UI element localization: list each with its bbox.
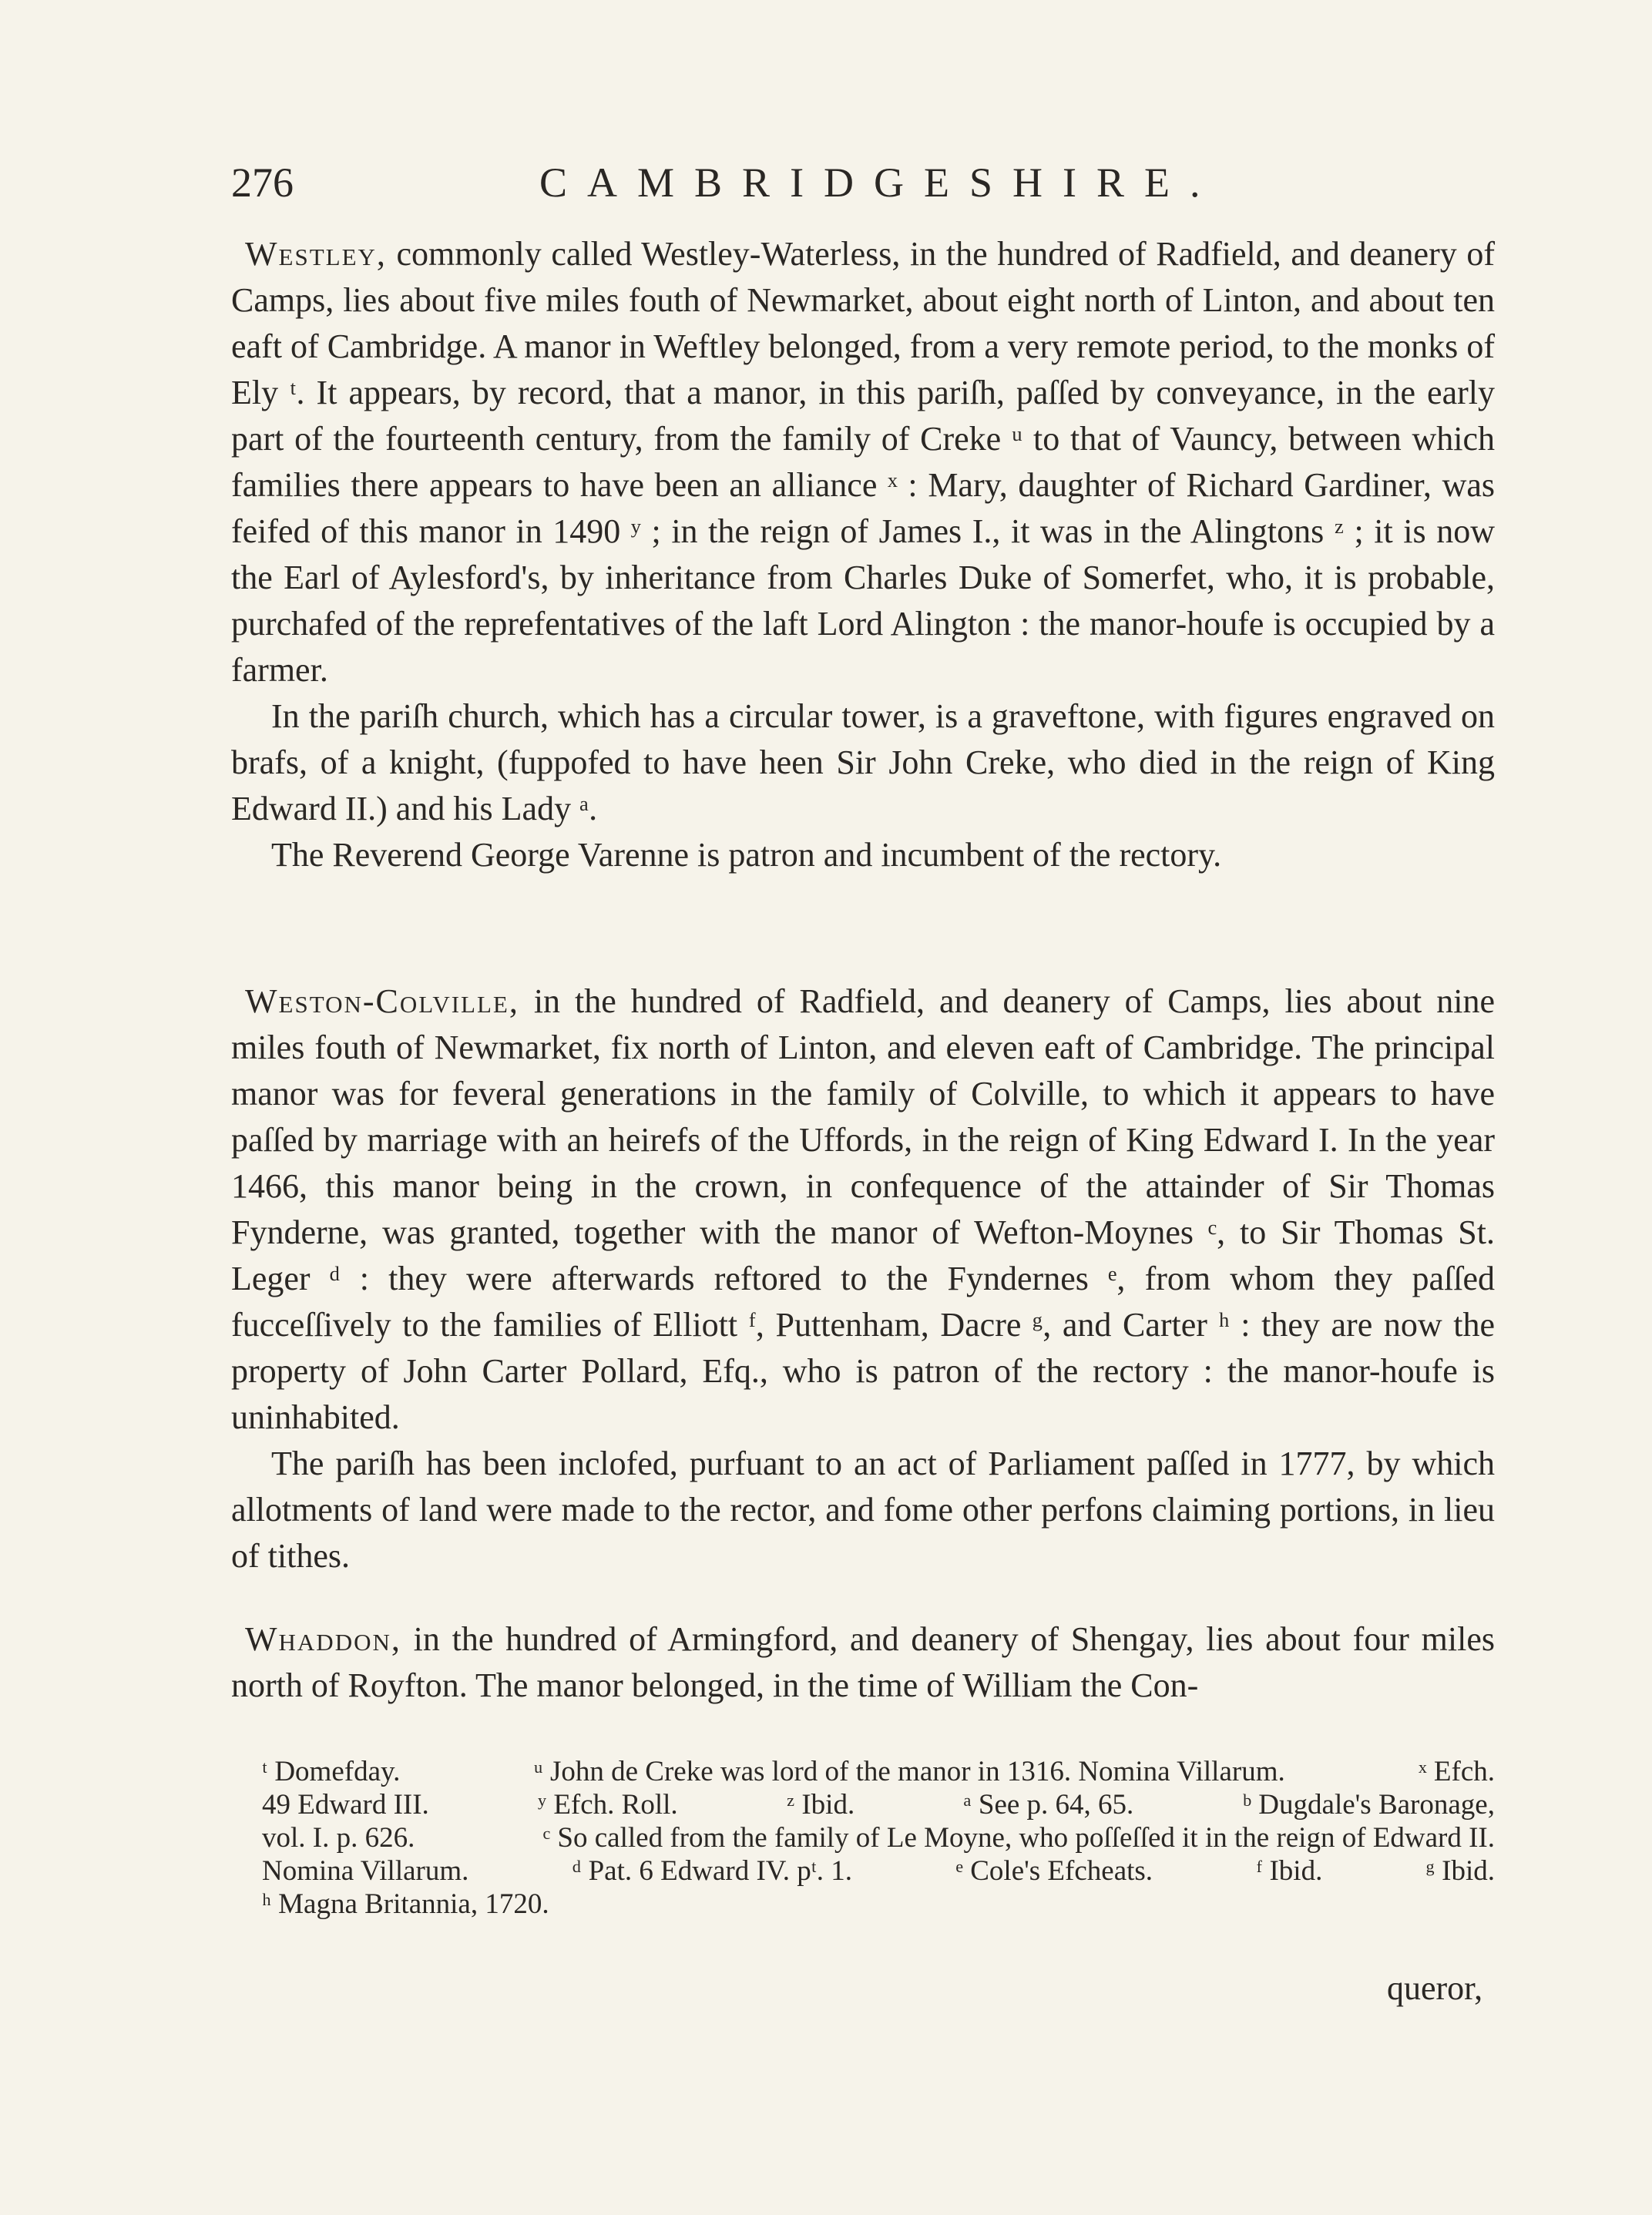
footnote: Nomina Villarum.	[262, 1855, 469, 1887]
footnote: ᵍ Ibid.	[1425, 1855, 1495, 1887]
footnote: ᵉ Cole's Efcheats.	[955, 1855, 1153, 1887]
footnote-line	[262, 1854, 1495, 1888]
footnote: ᵘ John de Creke was lord of the manor in 1316. Nomina Villarum.	[533, 1756, 1285, 1787]
footnote: ʸ Efch. Roll.	[538, 1789, 678, 1821]
westley-text-1: commonly called Westley-Waterless, in the hundred of Radfield, and deanery of Camps, lies about five miles fouth of Newmarket, about eight north of Linton, and about ten eaft of Cambridge. A manor in Weftley belonged, from a very remote period, to the monks of Ely ᵗ. It appears, by record, that a manor, in this pariſh, paſſed by conveyance, in the early part of the fourteenth century, from the family of Creke ᵘ to that of Vauncy, between which families there appears to have been an alliance ˣ : Mary, daughter of Richard Gardiner, was feifed of this manor in 1490 ʸ ; in the reign of James I., it was in the Alingtons ᶻ ; it is now the Earl of Aylesford's, by inheritance from Charles Duke of Somerfet, who, it is probable, purchafed of the reprefentatives of the laft Lord Alington : the manor-houfe is occupied by a farmer.	[231, 235, 1495, 689]
footnote: vol. I. p. 626.	[262, 1822, 415, 1854]
weston-paragraph-1	[231, 978, 1495, 1441]
footnote-line	[262, 1888, 1495, 1921]
entry-heading-whaddon: Whaddon,	[245, 1620, 401, 1658]
whaddon-text-1: in the hundred of Armingford, and deanery of Shengay, lies about four miles north of Royfton. The manor belonged, in the time of William the Con-	[231, 1620, 1496, 1704]
weston-paragraph-2: The pariſh has been inclofed, purfuant to an act of Parliament paſſed in 1777, by which allotments of land were made to the rector, and fome other perfons claiming portions, in lieu of tithes.	[231, 1445, 1495, 1575]
footnote: ᵃ See p. 64, 65.	[963, 1789, 1134, 1821]
entry-westley	[231, 231, 1495, 878]
entry-weston-colville	[231, 978, 1495, 1579]
running-title: CAMBRIDGESHIRE.	[539, 159, 1221, 206]
footnote: ᶻ Ibid.	[786, 1789, 855, 1821]
footnote: ʰ Magna Britannia, 1720.	[262, 1888, 549, 1920]
footnote: ᵇ Dugdale's Baronage,	[1242, 1789, 1495, 1821]
footnote: 49 Edward III.	[262, 1789, 429, 1821]
page-header	[231, 154, 1495, 216]
entry-heading-weston: Weston-Colville,	[245, 982, 519, 1020]
catchword: queror,	[1387, 1969, 1483, 2007]
weston-text-1: in the hundred of Radfield, and deanery of Camps, lies about nine miles fouth of Newmarket, fix north of Linton, and eleven eaft of Cambridge. The principal manor was for feveral generations in the family of Colville, to which it appears to have paſſed by marriage with an heirefs of the Uffords, in the reign of King Edward I. In the year 1466, this manor being in the crown, in confequence of the attainder of Sir Thomas Fynderne, was granted, together with the manor of Wefton-Moynes ᶜ, to Sir Thomas St. Leger ᵈ : they were afterwards reftored to the Fyndernes ᵉ, from whom they paſſed fucceſſively to the families of Elliott ᶠ, Puttenham, Dacre ᵍ, and Carter ʰ : they are now the property of John Carter Pollard, Efq., who is patron of the rectory : the manor-houfe is uninhabited.	[231, 982, 1496, 1436]
entry-heading-westley: Westley,	[245, 235, 387, 273]
footnotes	[262, 1755, 1495, 1921]
westley-paragraph-2: In the pariſh church, which has a circular tower, is a graveftone, with figures engraved on brafs, of a knight, (fuppofed to have heen Sir John Creke, who died in the reign of King Edward II.) and his Lady ᵃ.	[231, 697, 1495, 827]
footnote: ˣ Efch.	[1418, 1756, 1495, 1787]
footnote-line	[262, 1755, 1495, 1788]
footnote: ᵗ Domefday.	[262, 1756, 401, 1787]
westley-paragraph-3: The Reverend George Varenne is patron and incumbent of the rectory.	[271, 836, 1222, 874]
footnote-line	[262, 1788, 1495, 1821]
whaddon-paragraph-1	[231, 1616, 1495, 1709]
footnote-line	[262, 1821, 1495, 1854]
westley-paragraph-1	[231, 231, 1495, 693]
entry-whaddon	[231, 1616, 1495, 1709]
page-number: 276	[231, 159, 294, 206]
footnote: ᵈ Pat. 6 Edward IV. pᵗ. 1.	[572, 1855, 853, 1887]
footnote: ᶠ Ibid.	[1256, 1855, 1323, 1887]
footnote: ᶜ So called from the family of Le Moyne, who poſſeſſed it in the reign of Edward II.	[542, 1822, 1495, 1854]
